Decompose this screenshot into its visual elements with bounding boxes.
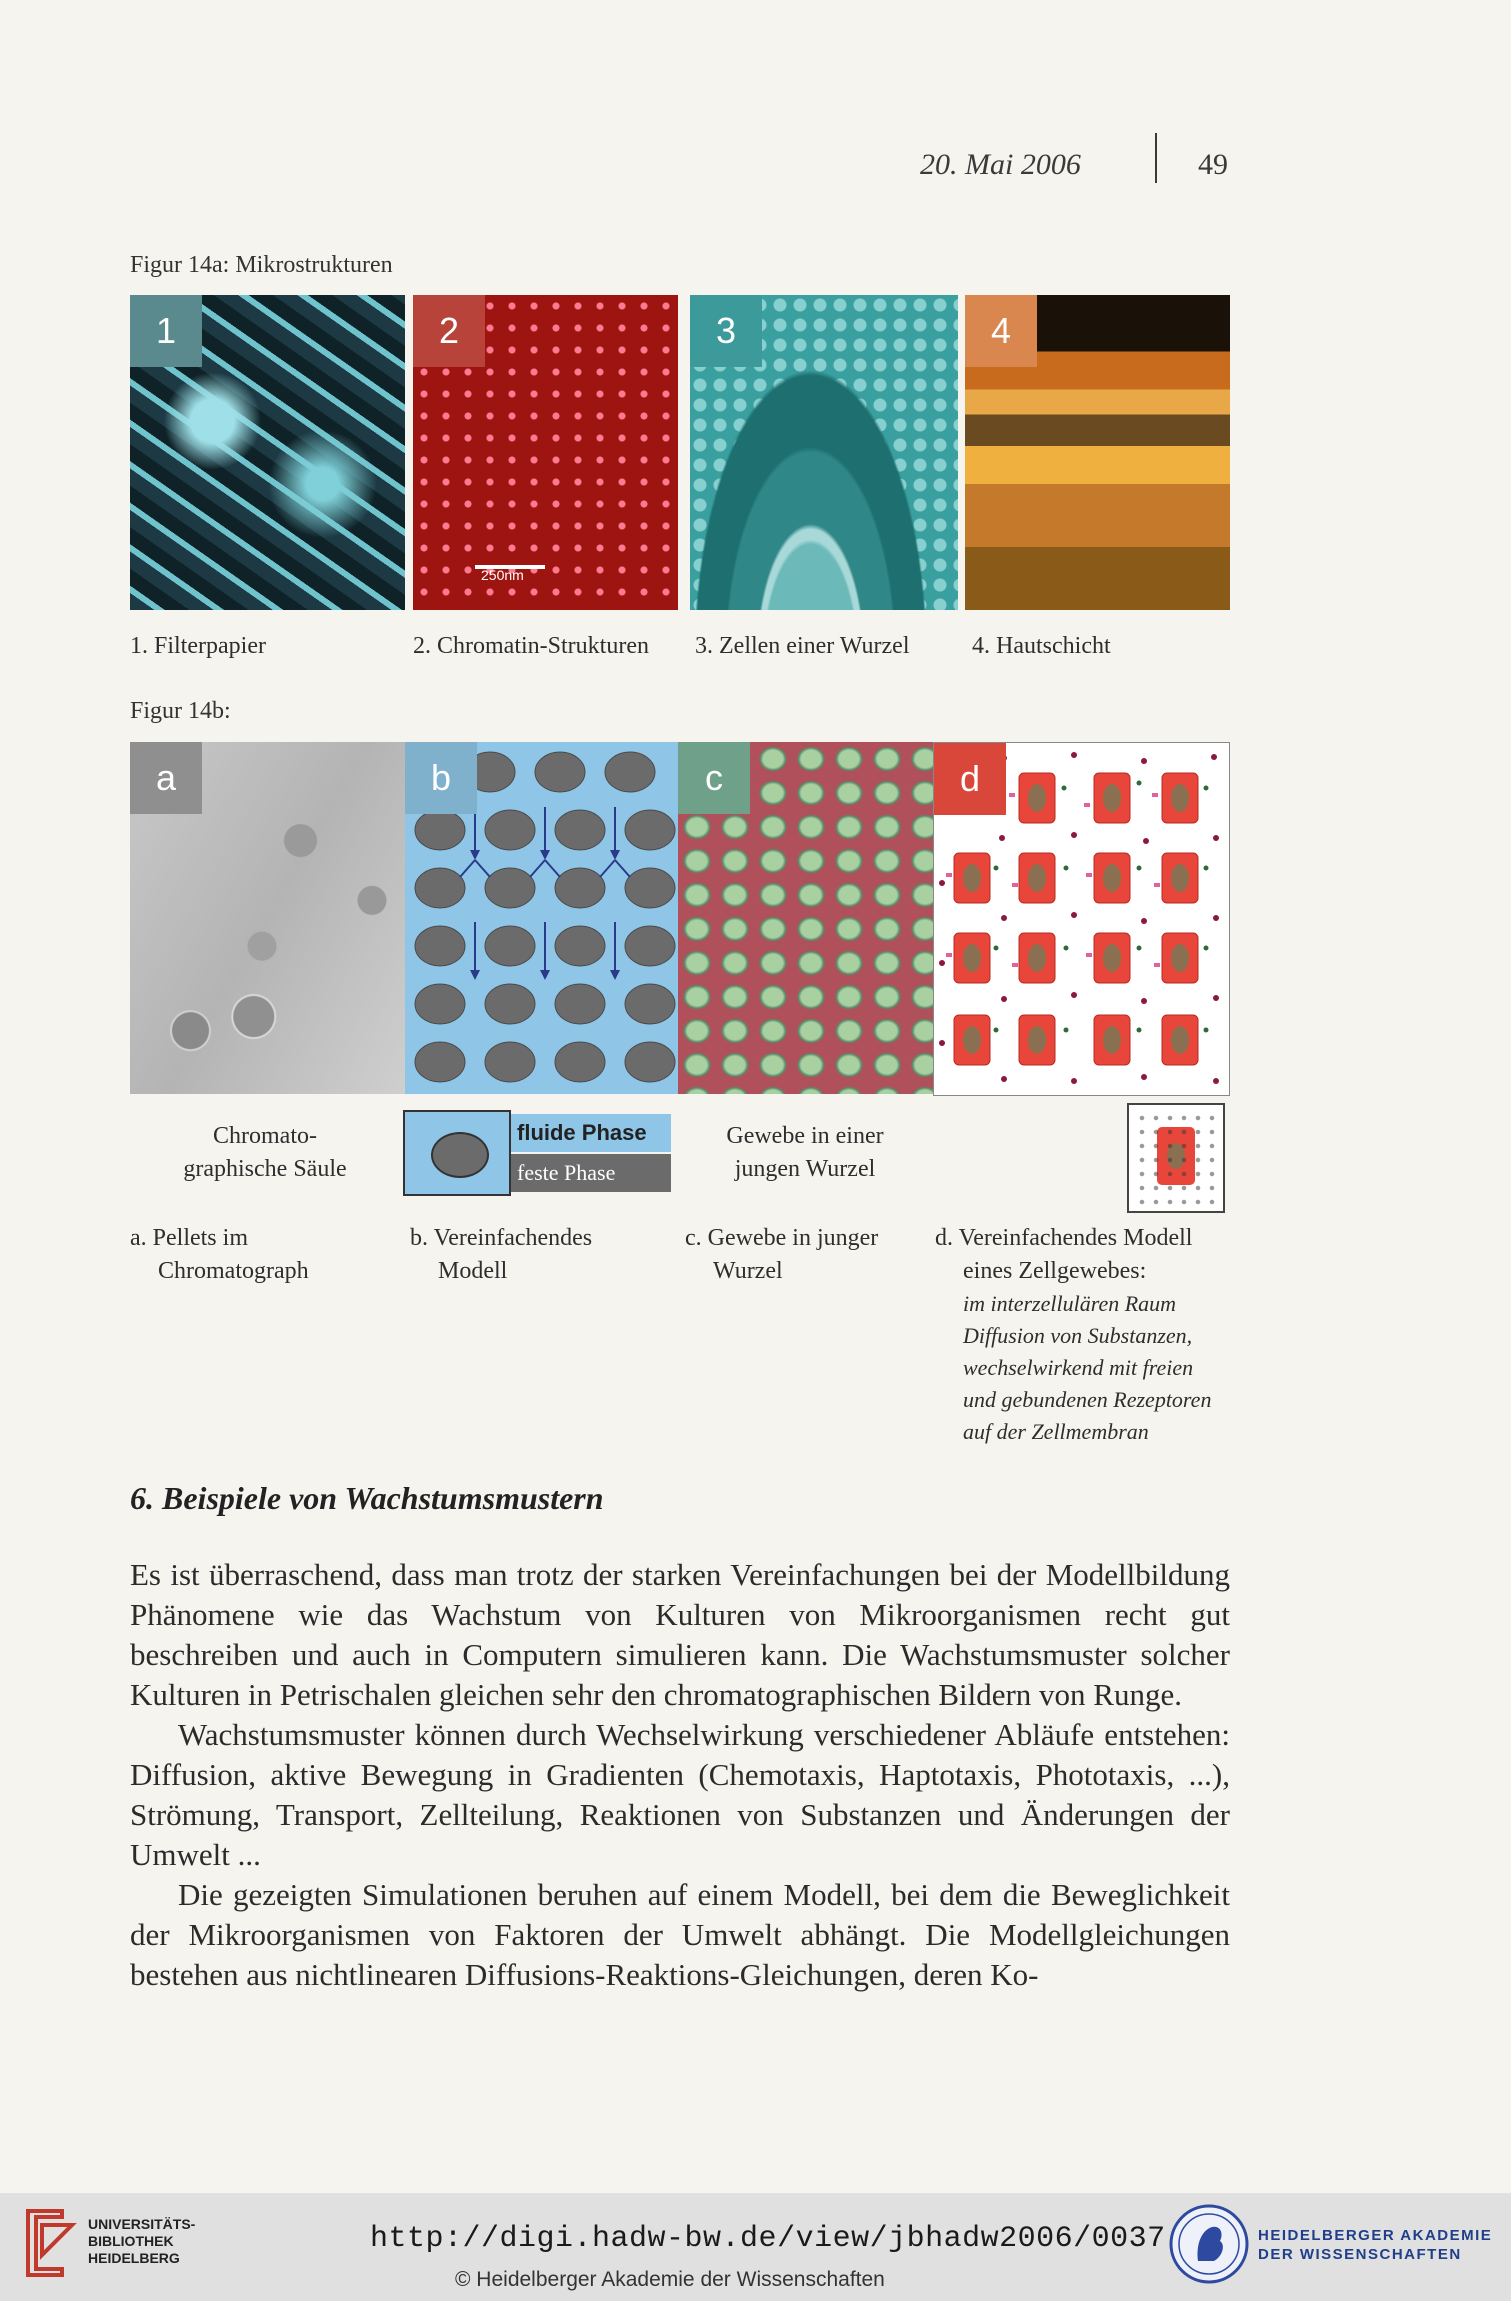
caption-a-line1: a. Pellets im [130,1225,248,1251]
caption-filterpaper: 1. Filterpapier [130,633,266,659]
panel-badge-2: 2 [413,295,485,367]
caption-d-italic-line: Diffusion von Substanzen, [963,1323,1193,1348]
paragraph: Wachstumsmuster können durch Wechselwirkung verschiedener Abläufe entstehen: Diffusion, aktive Bewegung in Gradienten (Chemotaxis, Haptotaxis, Phototaxis, ...), Strömung, Transport, Zellteilung, Reaktionen von Substanzen und Änderungen der Umwelt ... [130,1717,1230,1872]
chromatograph-pellets-image [130,742,405,1094]
caption-d-italic-line: im interzellulären Raum [963,1291,1177,1316]
header-divider [1155,133,1157,183]
inset-dots [1135,1111,1217,1205]
academy-logo-text [1258,2226,1492,2264]
phase-legend [403,1110,671,1196]
academy-line: DER WISSENSCHAFTEN [1258,2246,1462,2263]
caption-d [935,1222,1235,1448]
chromatin-image [413,295,678,610]
figure-14a-title: Figur 14a: Mikrostrukturen [130,252,393,278]
panel-badge-d: d [934,743,1006,815]
academy-seal-icon [1168,2203,1250,2285]
panel-badge-4: 4 [965,295,1037,367]
figure-14b-title: Figur 14b: [130,698,231,724]
caption-b-line1: b. Vereinfachendes [410,1225,593,1251]
skin-layer-image [965,295,1230,610]
page-number: 49 [1198,148,1228,181]
caption-c-line2: Wurzel [713,1258,783,1284]
root-cells-image [690,295,958,610]
label-chromatographic-column [140,1120,390,1186]
caption-a-line2: Chromatograph [158,1258,309,1284]
university-library-logo-text [88,2216,195,2267]
caption-b-line2: Modell [438,1258,508,1284]
scale-label: 250nm [481,567,524,583]
body-paragraphs [130,1555,1230,1995]
permalink-link[interactable]: http://digi.hadw-bw.de/view/jbhadw2006/0037 [370,2222,1166,2256]
legend-pellet-icon [431,1132,489,1178]
caption-d-line2: eines Zellgewebes: [963,1258,1147,1284]
header-date: 20. Mai 2006 [920,148,1081,181]
caption-a [130,1222,309,1288]
ub-line: HEIDELBERG [88,2250,180,2266]
legend-fluid-phase: fluide Phase [511,1114,671,1152]
caption-skin-layer: 4. Hautschicht [972,633,1111,659]
cell-tissue-model-diagram [933,742,1230,1096]
section-heading: 6. Beispiele von Wachstumsmustern [130,1480,604,1516]
university-library-logo-icon [22,2207,80,2279]
paragraph: Es ist überraschend, dass man trotz der starken Vereinfachungen bei der Modellbildung Phänomene wie das Wachstum von Kulturen von Mikroorganismen recht gut beschreiben und auch in Computern simulieren kann. Die Wachstumsmuster solcher Kulturen in Petrischalen gleichen sehr den chromatographischen Bildern von Runge. [130,1557,1230,1712]
young-root-tissue-image [678,742,933,1094]
panel-badge-c: c [678,742,750,814]
caption-d-line1: d. Vereinfachendes Modell [935,1225,1193,1251]
copyright-text: © Heidelberger Akademie der Wissenschaften [455,2268,885,2291]
academy-line: HEIDELBERGER AKADEMIE [1258,2227,1493,2244]
label-c-line1: Gewebe in einer [726,1123,884,1149]
single-cell-inset [1127,1103,1225,1213]
label-a-line1: Chromato- [213,1123,317,1149]
paragraph: Die gezeigten Simulationen beruhen auf einem Modell, bei dem die Beweglichkeit der Mikroorganismen von Faktoren der Umwelt abhängt. Die Modellgleichungen bestehen aus nichtlinearen Diffusions-Reaktions-Gleichungen, deren Ko- [130,1877,1230,1992]
label-c-line2: jungen Wurzel [734,1156,876,1182]
caption-d-italic-line: auf der Zellmembran [963,1419,1149,1444]
caption-chromatin: 2. Chromatin-Strukturen [413,633,649,659]
panel-badge-1: 1 [130,295,202,367]
legend-swatch [403,1110,511,1196]
caption-d-italic-line: wechselwirkend mit freien [963,1355,1194,1380]
ub-line: UNIVERSITÄTS- [88,2216,196,2232]
panel-badge-3: 3 [690,295,762,367]
caption-b [410,1222,592,1288]
filterpaper-image [130,295,405,610]
caption-d-italic-line: und gebundenen Rezeptoren [963,1387,1212,1412]
caption-c-line1: c. Gewebe in junger [685,1225,879,1251]
caption-c [685,1222,878,1288]
label-young-root-tissue [690,1120,920,1186]
caption-root-cells: 3. Zellen einer Wurzel [695,633,910,659]
legend-solid-phase: feste Phase [511,1154,671,1192]
simplified-model-diagram [405,742,678,1094]
panel-badge-a: a [130,742,202,814]
ub-line: BIBLIOTHEK [88,2233,174,2249]
panel-badge-b: b [405,742,477,814]
caption-d-description [935,1288,1235,1448]
label-a-line2: graphische Säule [183,1156,347,1182]
